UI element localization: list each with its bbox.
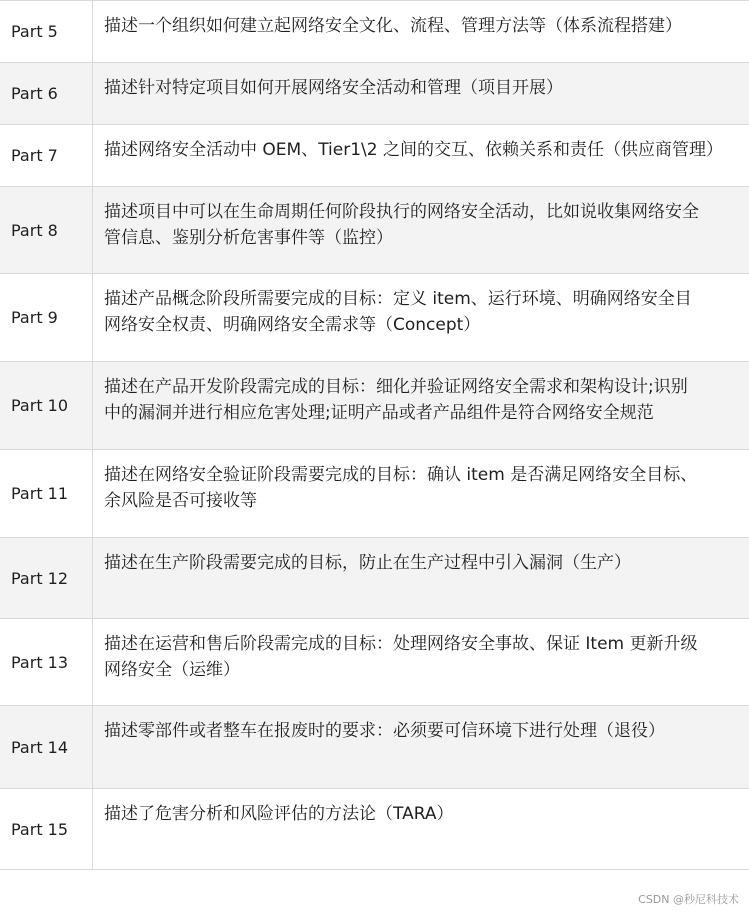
description-line: 描述在运营和售后阶段需完成的目标：处理网络安全事故、保证 Item 更新升级: [104, 634, 698, 654]
table-row: [0, 619, 749, 706]
description-line: 描述一个组织如何建立起网络安全文化、流程、管理方法等（体系流程搭建）: [104, 16, 682, 36]
description-line: 网络安全（运维）: [104, 660, 240, 680]
part-cell: Part 5: [0, 1, 93, 62]
table-row: [0, 63, 749, 125]
part-cell: Part 12: [0, 538, 93, 618]
part-cell: Part 14: [0, 706, 93, 788]
description-cell: [93, 450, 749, 537]
table-row: [0, 362, 749, 450]
description-line: 描述产品概念阶段所需要完成的目标：定义 item、运行环境、明确网络安全目: [104, 289, 692, 309]
table-row: [0, 450, 749, 538]
description-line: 描述零部件或者整车在报废时的要求：必须要可信环境下进行处理（退役）: [104, 721, 665, 741]
description-line: 描述在产品开发阶段需完成的目标：细化并验证网络安全需求和架构设计;识别: [104, 377, 688, 397]
description-cell: [93, 538, 749, 618]
table-row: [0, 187, 749, 274]
description-cell: [93, 619, 749, 705]
table-row: [0, 789, 749, 870]
part-cell: Part 10: [0, 362, 93, 449]
description-line: 描述针对特定项目如何开展网络安全活动和管理（项目开展）: [104, 78, 563, 98]
description-line: 描述项目中可以在生命周期任何阶段执行的网络安全活动，比如说收集网络安全: [104, 202, 699, 222]
part-cell: Part 11: [0, 450, 93, 537]
description-line: 管信息、鉴别分析危害事件等（监控）: [104, 228, 393, 248]
description-line: 中的漏洞并进行相应危害处理;证明产品或者产品组件是符合网络安全规范: [104, 403, 654, 423]
description-line: 余风险是否可接收等: [104, 491, 257, 511]
watermark: CSDN @秒尼科技术: [638, 893, 739, 906]
description-cell: [93, 63, 749, 124]
part-cell: Part 6: [0, 63, 93, 124]
part-cell: Part 13: [0, 619, 93, 705]
description-cell: [93, 125, 749, 186]
description-line: 描述在生产阶段需要完成的目标，防止在生产过程中引入漏洞（生产）: [104, 553, 631, 573]
description-line: 描述在网络安全验证阶段需要完成的目标：确认 item 是否满足网络安全目标、: [104, 465, 698, 485]
part-cell: Part 7: [0, 125, 93, 186]
description-cell: [93, 362, 749, 449]
table-row: [0, 125, 749, 187]
description-cell: [93, 789, 749, 869]
description-line: 描述了危害分析和风险评估的方法论（TARA）: [104, 804, 454, 824]
part-cell: Part 15: [0, 789, 93, 869]
part-cell: Part 8: [0, 187, 93, 273]
description-line: 描述网络安全活动中 OEM、Tier1\2 之间的交互、依赖关系和责任（供应商管理）: [104, 140, 723, 160]
table-row: [0, 538, 749, 619]
table-row: [0, 1, 749, 63]
description-cell: [93, 1, 749, 62]
table-row: [0, 274, 749, 362]
table-row: [0, 706, 749, 789]
description-line: 网络安全权责、明确网络安全需求等（Concept）: [104, 315, 481, 335]
description-cell: [93, 187, 749, 273]
description-cell: [93, 274, 749, 361]
description-cell: [93, 706, 749, 788]
part-cell: Part 9: [0, 274, 93, 361]
